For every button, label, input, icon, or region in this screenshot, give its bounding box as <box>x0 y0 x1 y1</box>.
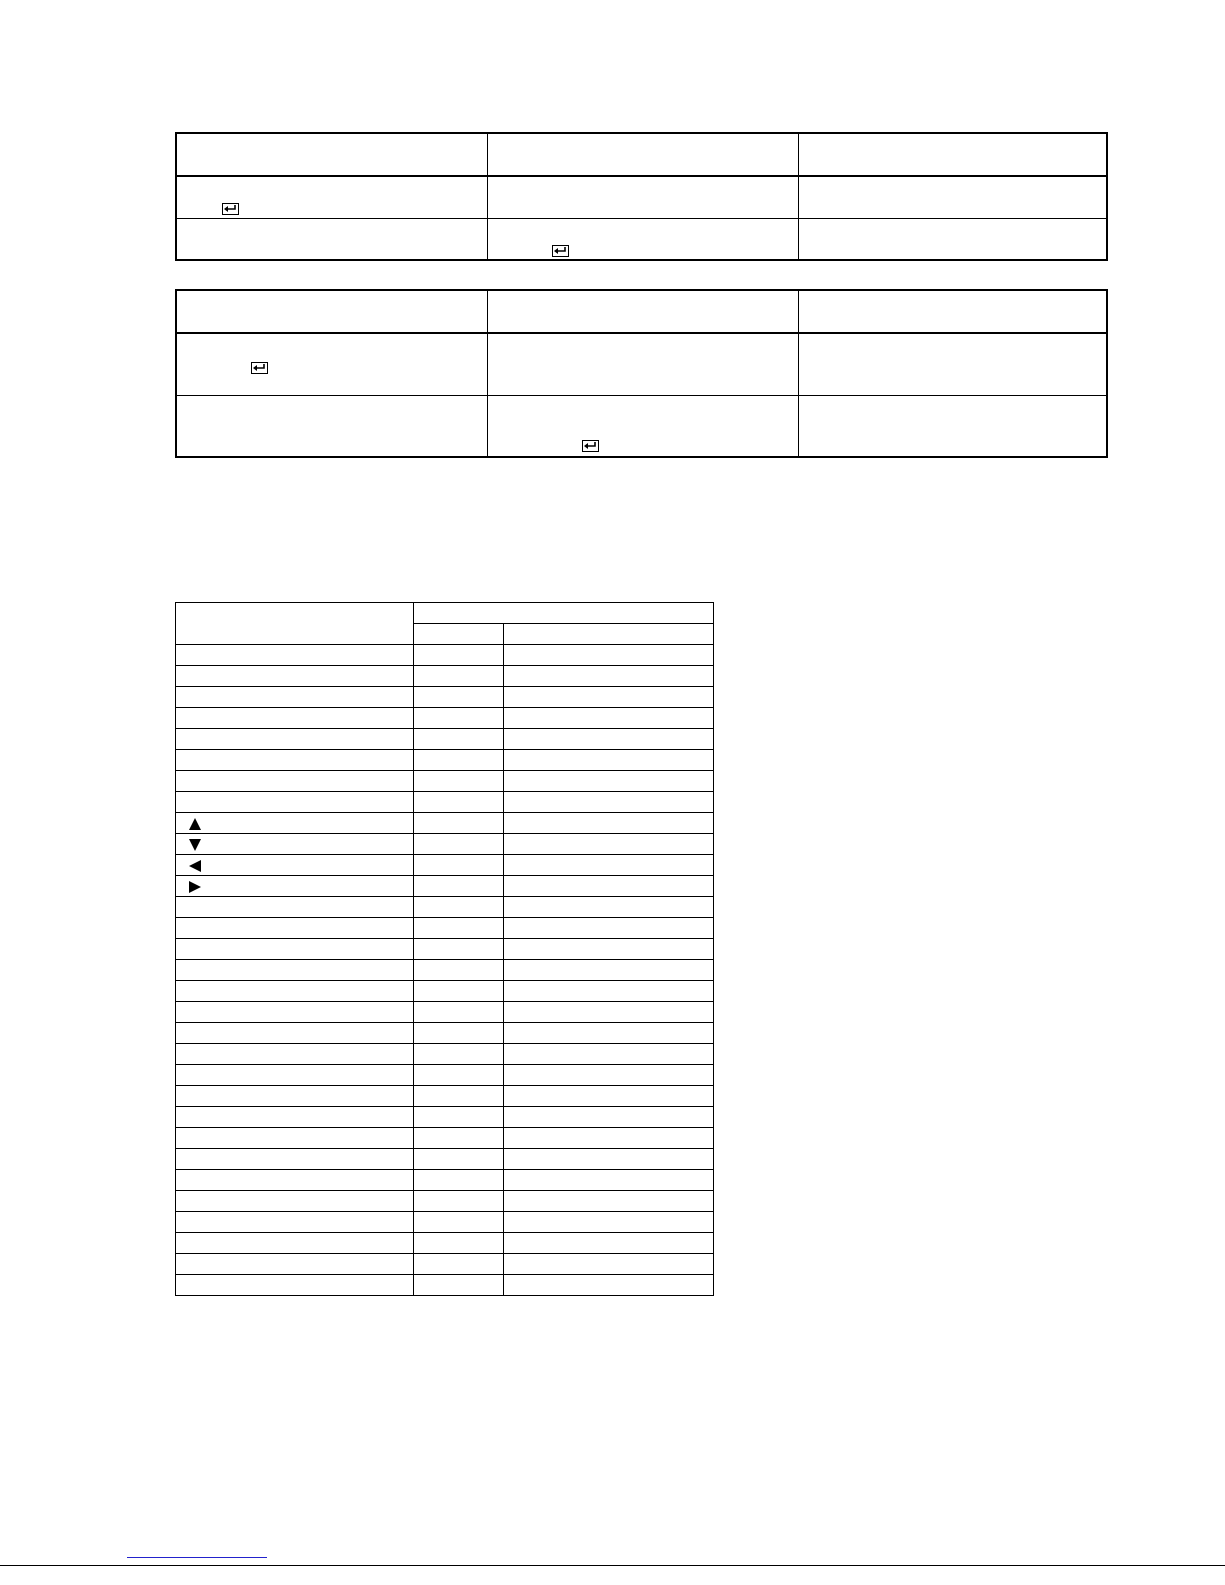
table-cell <box>176 1044 414 1065</box>
key-code-row <box>176 960 714 981</box>
table-cell <box>504 1275 714 1296</box>
key-code-row <box>176 1149 714 1170</box>
table-cell <box>414 876 504 897</box>
table-cell <box>176 876 414 897</box>
table-cell <box>504 855 714 876</box>
right-arrow-icon <box>188 880 202 894</box>
table-cell <box>798 219 1107 261</box>
table-cell <box>487 219 798 261</box>
key-code-row <box>176 813 714 834</box>
key-code-row <box>176 834 714 855</box>
table-cell <box>487 176 798 219</box>
key-code-row <box>176 666 714 687</box>
table-cell <box>504 939 714 960</box>
table-cell <box>504 1212 714 1233</box>
key-code-row <box>176 645 714 666</box>
table-cell <box>176 792 414 813</box>
key-code-row <box>176 687 714 708</box>
command-table-row <box>176 396 1107 458</box>
key-code-row <box>176 1191 714 1212</box>
table-cell <box>504 1128 714 1149</box>
table-cell <box>414 729 504 750</box>
table-cell <box>176 666 414 687</box>
table-cell <box>176 855 414 876</box>
key-code-row <box>176 1275 714 1296</box>
key-code-row <box>176 1128 714 1149</box>
table-cell <box>487 396 798 458</box>
table-cell <box>504 750 714 771</box>
table-cell <box>414 645 504 666</box>
key-code-row <box>176 1065 714 1086</box>
table-cell <box>504 1044 714 1065</box>
key-code-row <box>176 729 714 750</box>
table-cell <box>504 708 714 729</box>
table-cell <box>414 981 504 1002</box>
table-cell <box>414 1170 504 1191</box>
table-cell <box>176 1254 414 1275</box>
table-cell <box>176 1191 414 1212</box>
command-table-row <box>176 219 1107 261</box>
enter-key-icon <box>251 362 268 374</box>
table-cell <box>176 834 414 855</box>
table-cell <box>176 645 414 666</box>
key-code-row <box>176 771 714 792</box>
table-cell <box>414 1128 504 1149</box>
key-code-row <box>176 876 714 897</box>
key-code-row <box>176 1233 714 1254</box>
page-bottom-rule <box>0 1565 1225 1566</box>
key-code-row <box>176 981 714 1002</box>
table-cell <box>176 176 487 219</box>
enter-key-icon <box>552 245 569 257</box>
key-code-row <box>176 1086 714 1107</box>
table-cell <box>176 708 414 729</box>
table-cell <box>414 750 504 771</box>
table-cell <box>504 1191 714 1212</box>
table-cell <box>176 1149 414 1170</box>
enter-key-icon <box>582 440 599 452</box>
table-cell <box>176 333 487 396</box>
key-code-row <box>176 750 714 771</box>
key-code-row <box>176 1107 714 1128</box>
header-cell-response <box>487 290 798 333</box>
table-cell <box>414 918 504 939</box>
command-table-header-row <box>176 290 1107 333</box>
header-cell-key <box>176 603 414 645</box>
table-cell <box>504 960 714 981</box>
table-cell <box>798 176 1107 219</box>
table-cell <box>504 981 714 1002</box>
table-cell <box>504 792 714 813</box>
table-cell <box>504 1086 714 1107</box>
key-code-header-row <box>176 603 714 624</box>
table-cell <box>414 792 504 813</box>
table-cell <box>504 1170 714 1191</box>
table-cell <box>176 981 414 1002</box>
header-cell-note <box>798 133 1107 176</box>
table-cell <box>176 1002 414 1023</box>
table-cell <box>414 708 504 729</box>
table-cell <box>176 687 414 708</box>
table-cell <box>176 1086 414 1107</box>
table-cell <box>414 687 504 708</box>
table-cell <box>414 939 504 960</box>
table-cell <box>487 333 798 396</box>
table-cell <box>504 645 714 666</box>
table-cell <box>414 960 504 981</box>
table-cell <box>414 1002 504 1023</box>
table-cell <box>504 834 714 855</box>
table-cell <box>414 1023 504 1044</box>
header-cell-code-hex <box>414 624 504 645</box>
table-cell <box>176 918 414 939</box>
table-cell <box>414 1086 504 1107</box>
up-arrow-icon <box>188 817 202 831</box>
table-cell <box>176 1107 414 1128</box>
table-cell <box>414 1191 504 1212</box>
command-table-row <box>176 176 1107 219</box>
left-arrow-icon <box>188 859 202 873</box>
key-code-row <box>176 1170 714 1191</box>
table-cell <box>504 876 714 897</box>
header-cell-code-group <box>414 603 714 624</box>
key-code-body <box>176 645 714 1296</box>
command-table-1 <box>175 132 1108 261</box>
down-arrow-icon <box>188 838 202 852</box>
table-cell <box>176 1128 414 1149</box>
table-cell <box>414 855 504 876</box>
key-code-row <box>176 1044 714 1065</box>
table-cell <box>176 1275 414 1296</box>
table-cell <box>414 1044 504 1065</box>
key-code-row <box>176 939 714 960</box>
key-code-row <box>176 1212 714 1233</box>
key-code-row <box>176 1002 714 1023</box>
command-table-header-row <box>176 133 1107 176</box>
table-cell <box>414 1065 504 1086</box>
table-cell <box>504 1107 714 1128</box>
table-cell <box>176 750 414 771</box>
table-cell <box>414 771 504 792</box>
table-cell <box>504 1002 714 1023</box>
table-cell <box>414 813 504 834</box>
table-cell <box>414 1233 504 1254</box>
table-cell <box>414 666 504 687</box>
table-cell <box>504 1233 714 1254</box>
table-cell <box>176 729 414 750</box>
table-cell <box>504 771 714 792</box>
table-cell <box>176 771 414 792</box>
table-cell <box>798 396 1107 458</box>
table-cell <box>414 1107 504 1128</box>
table-cell <box>798 333 1107 396</box>
key-code-row <box>176 1023 714 1044</box>
table-cell <box>504 1065 714 1086</box>
table-cell <box>176 219 487 261</box>
header-cell-command <box>176 133 487 176</box>
header-cell-command <box>176 290 487 333</box>
enter-key-icon <box>222 203 239 215</box>
table-cell <box>504 666 714 687</box>
header-cell-response <box>487 133 798 176</box>
table-cell <box>414 1254 504 1275</box>
footer-link-underline[interactable] <box>127 1557 267 1558</box>
table-cell <box>176 1170 414 1191</box>
table-cell <box>504 729 714 750</box>
table-cell <box>176 396 487 458</box>
key-code-row <box>176 1254 714 1275</box>
table-cell <box>414 1149 504 1170</box>
key-code-row <box>176 708 714 729</box>
table-cell <box>504 687 714 708</box>
table-cell <box>504 1254 714 1275</box>
header-cell-note <box>798 290 1107 333</box>
key-code-row <box>176 855 714 876</box>
key-code-row <box>176 897 714 918</box>
header-cell-code-detail <box>504 624 714 645</box>
table-cell <box>176 897 414 918</box>
table-cell <box>414 834 504 855</box>
table-cell <box>504 1023 714 1044</box>
table-cell <box>176 813 414 834</box>
table-cell <box>176 939 414 960</box>
table-cell <box>504 897 714 918</box>
table-cell <box>414 1212 504 1233</box>
table-cell <box>176 1212 414 1233</box>
key-code-row <box>176 918 714 939</box>
table-cell <box>176 1023 414 1044</box>
key-code-row <box>176 792 714 813</box>
table-cell <box>504 813 714 834</box>
table-cell <box>414 897 504 918</box>
table-cell <box>504 1149 714 1170</box>
command-table-row <box>176 333 1107 396</box>
command-table-2 <box>175 289 1108 458</box>
key-code-table <box>175 602 714 1296</box>
table-cell <box>504 918 714 939</box>
table-cell <box>414 1275 504 1296</box>
table-cell <box>176 1065 414 1086</box>
table-cell <box>176 960 414 981</box>
table-cell <box>176 1233 414 1254</box>
